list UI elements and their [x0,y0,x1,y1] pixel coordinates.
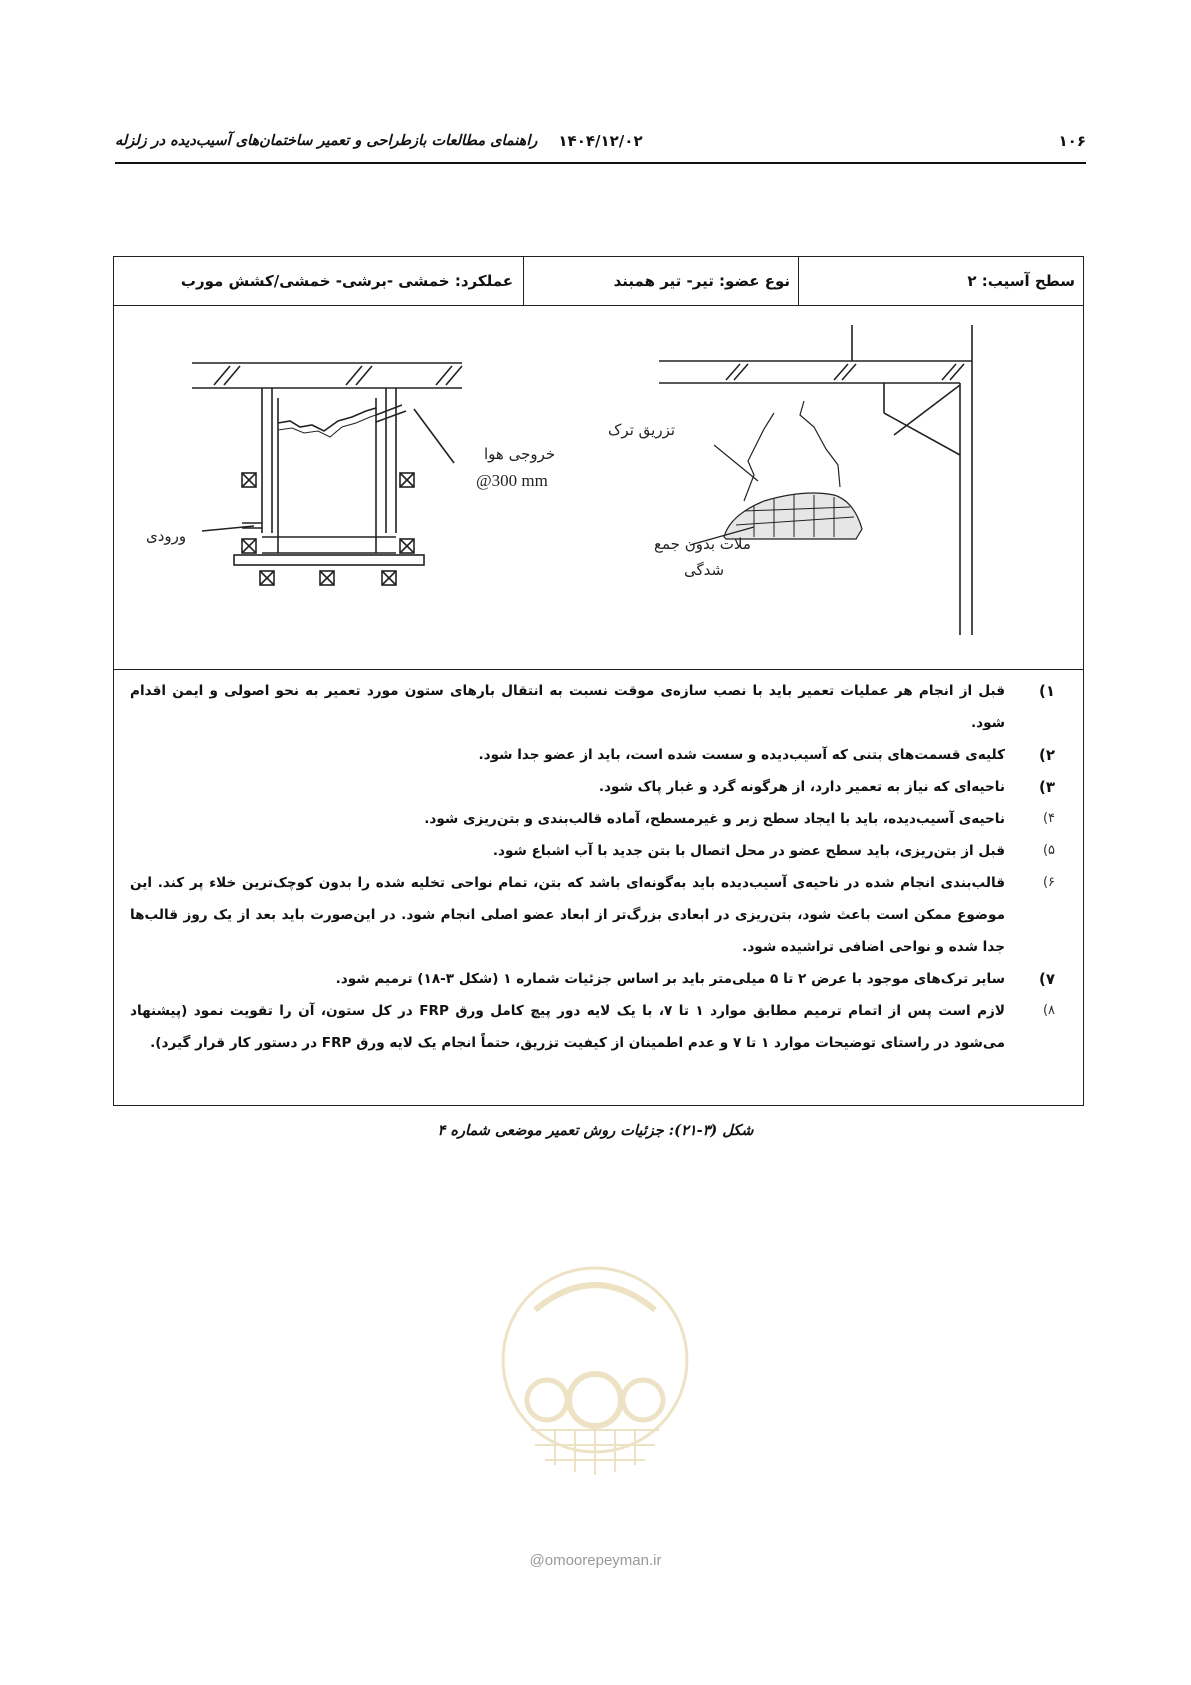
damage-level-cell: سطح آسیب: ۲ [798,257,1083,305]
watermark-logo [495,1250,695,1520]
behavior-cell: عملکرد: خمشی -برشی- خمشی/کشش مورب [180,272,513,290]
figure-caption: شکل (۳-۲۱): جزئیات روش تعمیر موضعی شماره ۴ [437,1122,754,1139]
repair-steps [114,669,1083,1105]
list-item: ۶) قالب‌بندی انجام شده در ناحیه‌ی آسیب‌دیده باید به‌گونه‌ای باشد که بتن، تمام نواحی تخلیه شده را بدون کوچک‌ترین خلاء پر کند. این موضوع ممکن است باعث شود، بتن‌ریزی در ابعادی بزرگ‌تر از ابعاد عضو اصلی انجام شود. در این‌صورت باید بعد از یک روز قالب‌ها جدا شده و نواحی اضافی تراشیده شود. [130,875,1055,955]
book-title: راهنمای مطالعات بازطراحی و تعمیر ساختمان‌های آسیب‌دیده در زلزله [115,132,538,149]
formwork-drawing [192,363,462,585]
table-header-row [114,257,1083,306]
figures-area [114,305,1083,670]
inlet-label: ورودی [146,527,187,545]
mortar-label: ملات بدون جمع [654,535,751,553]
list-item: ۲) کلیه‌ی قسمت‌های بتنی که آسیب‌دیده و سست شده است، باید از عضو جدا شود. [478,746,1055,764]
header-date: ۱۴۰۴/۱۲/۰۲ [558,132,643,150]
page-header [115,128,1086,164]
list-item: ۵) قبل از بتن‌ریزی، باید سطح عضو در محل اتصال با بتن جدید با آب اشباع شود. [492,843,1055,859]
detail-drawings [114,305,1082,669]
mortar-label-2: شدگی [684,561,725,579]
header-rule [115,162,1086,164]
member-type-cell: نوع عضو: تیر- تیر همبند [523,257,798,305]
list-item: ۱) قبل از انجام هر عملیات تعمیر باید با نصب سازه‌ی موقت نسبت به انتقال بارهای ستون مورد تعمیر به نحو اصولی و ایمن اقدام شود. [130,682,1055,731]
repair-table [113,256,1084,1106]
page-number: ۱۰۶ [1058,132,1086,150]
list-item: ۸) لازم است پس از اتمام ترمیم مطابق موارد ۱ تا ۷، با یک لایه دور پیچ کامل ورق FRP در کل ستون، آن را تقویت نمود (پیشنهاد می‌شود در راستای توضیحات موارد ۱ تا ۷ و عدم اطمینان از کیفیت تزریق، حتماً انجام یک لایه ورق FRP در دستور کار قرار گیرد). [130,1003,1055,1051]
list-item: ۷) سایر ترک‌های موجود با عرض ۲ تا ۵ میلی‌متر باید بر اساس جزئیات شماره ۱ (شکل ۳-۱۸) ترمیم شود. [335,970,1055,988]
crack-injection-label: تزریق ترک [608,421,676,439]
outlet-label: خروجی هوا [484,445,556,463]
list-item: ۴) ناحیه‌ی آسیب‌دیده، باید با ایجاد سطح زبر و غیرمسطح، آماده قالب‌بندی و بتن‌ریزی شود. [424,811,1055,827]
watermark-url: @omoorepeyman.ir [529,1552,662,1569]
outlet-spacing-label: @300 mm [476,471,548,490]
injection-drawing [659,325,972,635]
list-item: ۳) ناحیه‌ای که نیاز به تعمیر دارد، از هرگونه گرد و غبار پاک شود. [598,778,1055,796]
